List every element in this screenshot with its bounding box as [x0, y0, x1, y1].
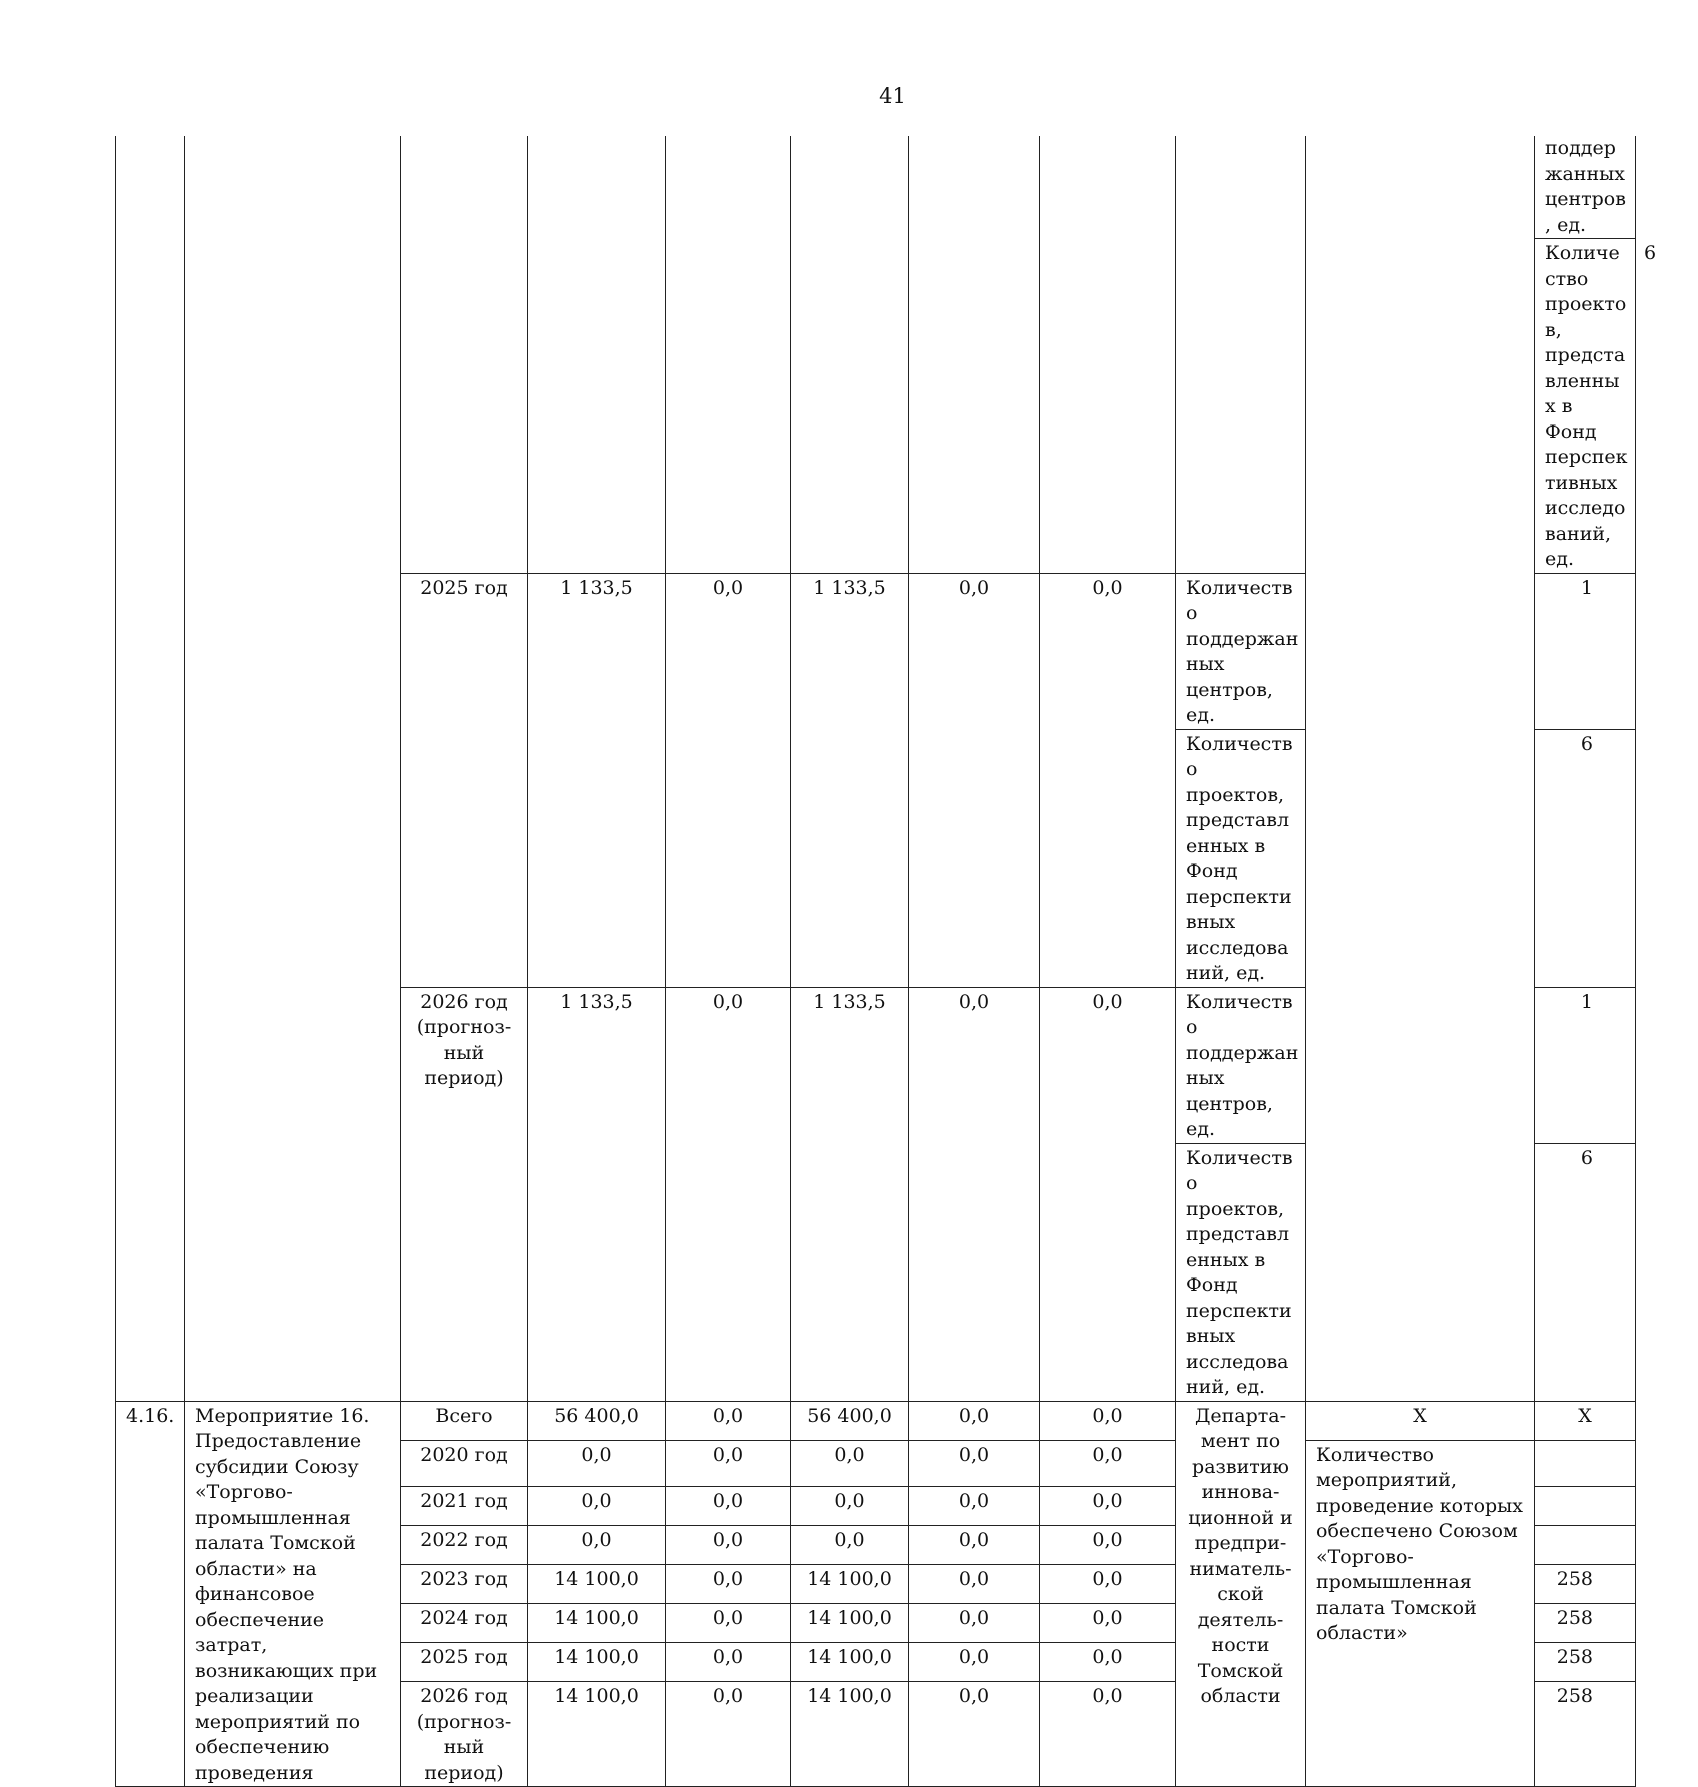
- value-cell: 14 100,0: [528, 1682, 666, 1787]
- value-cell: 0,0: [666, 1604, 791, 1643]
- value-cell: 0,0: [909, 573, 1040, 987]
- value-cell: 0,0: [1040, 1682, 1176, 1787]
- value-cell: 0,0: [909, 1440, 1040, 1487]
- value-cell: 0,0: [666, 1440, 791, 1487]
- value-cell: 1 133,5: [528, 987, 666, 1401]
- indicator-value: 6: [1535, 729, 1636, 987]
- value-cell: 56 400,0: [528, 1401, 666, 1440]
- period-cell: 2020 год: [401, 1440, 528, 1487]
- value-cell: 0,0: [528, 1440, 666, 1487]
- period-cell: 2024 год: [401, 1604, 528, 1643]
- indicator-label: Количество проектов, представленных в Фонд перспективных исследований, ед.: [1176, 1143, 1306, 1401]
- period-cell: 2026 год (прогноз-ный период): [401, 987, 528, 1401]
- cell-empty: [1176, 136, 1306, 573]
- value-cell: 14 100,0: [791, 1643, 909, 1682]
- indicator-label: Количество мероприятий, проведение которых обеспечено Союзом «Торгово-промышленная палата Томской области»: [1306, 1440, 1535, 1787]
- period-cell: 2023 год: [401, 1565, 528, 1604]
- executor-cell: Департа-мент по развитию иннова-ционной и предпри-ниматель-ской деятель-ности Томской области: [1176, 1401, 1306, 1787]
- value-cell: 14 100,0: [528, 1643, 666, 1682]
- value-cell: 0,0: [909, 987, 1040, 1401]
- indicator-value: 258: [1535, 1565, 1636, 1604]
- cell-empty: [666, 136, 791, 573]
- value-cell: 0,0: [909, 1682, 1040, 1787]
- cell-empty: [791, 136, 909, 573]
- period-cell: 2025 год: [401, 1643, 528, 1682]
- value-cell: 14 100,0: [791, 1682, 909, 1787]
- indicator-value: 1: [1535, 573, 1636, 729]
- value-cell: 1 133,5: [791, 987, 909, 1401]
- value-cell: 0,0: [909, 1526, 1040, 1565]
- measure-title: Мероприятие 16. Предоставление субсидии Союзу «Торгово-промышленная палата Томской области» на финансовое обеспечение затрат, возникающих при реализации мероприятий по обеспечению проведения: [185, 1401, 401, 1787]
- indicator-value: 258: [1535, 1643, 1636, 1682]
- value-cell: 0,0: [666, 1401, 791, 1440]
- indicator-label: Количество поддержанных центров, ед.: [1176, 573, 1306, 729]
- value-cell: 0,0: [666, 1526, 791, 1565]
- indicator-value: 258: [1535, 1682, 1636, 1787]
- indicator-label: Количество поддержанных центров, ед.: [1176, 987, 1306, 1143]
- cell-empty: [185, 136, 401, 1401]
- value-cell: 0,0: [666, 573, 791, 987]
- value-cell: 0,0: [1040, 1565, 1176, 1604]
- program-table: [115, 136, 1657, 1787]
- indicator-value: [1535, 1487, 1636, 1526]
- indicator-label: Количество проектов, представленных в Фонд перспективных исследований, ед.: [1535, 239, 1636, 574]
- value-cell: 0,0: [1040, 1643, 1176, 1682]
- value-cell: 0,0: [1040, 1487, 1176, 1526]
- measure-number: 4.16.: [116, 1401, 185, 1787]
- cell-empty: [116, 136, 185, 1401]
- value-cell: 0,0: [1040, 1604, 1176, 1643]
- value-cell: 1 133,5: [791, 573, 909, 987]
- value-cell: 14 100,0: [791, 1604, 909, 1643]
- cell-empty: [401, 136, 528, 573]
- value-cell: 0,0: [1040, 573, 1176, 987]
- value-cell: 0,0: [1040, 1401, 1176, 1440]
- value-cell: 0,0: [666, 1643, 791, 1682]
- value-cell: 0,0: [666, 1487, 791, 1526]
- value-cell: 0,0: [909, 1487, 1040, 1526]
- value-cell: 0,0: [528, 1526, 666, 1565]
- indicator-label: Х: [1306, 1401, 1535, 1440]
- value-cell: 1 133,5: [528, 573, 666, 987]
- value-cell: 0,0: [791, 1526, 909, 1565]
- table-row: Количество проектов, представленных в Фонд перспективных исследований, ед. 6: [116, 239, 1636, 574]
- value-cell: 0,0: [1040, 1526, 1176, 1565]
- indicator-value: [1535, 1440, 1636, 1487]
- value-cell: 0,0: [666, 1682, 791, 1787]
- cell-empty: [528, 136, 666, 573]
- period-cell: Всего: [401, 1401, 528, 1440]
- indicator-value: Х: [1535, 1401, 1636, 1440]
- value-cell: 14 100,0: [528, 1604, 666, 1643]
- value-cell: 56 400,0: [791, 1401, 909, 1440]
- value-cell: 14 100,0: [791, 1565, 909, 1604]
- page-number: 41: [879, 84, 906, 108]
- period-cell: 2022 год: [401, 1526, 528, 1565]
- indicator-value: [1535, 1526, 1636, 1565]
- value-cell: 0,0: [791, 1487, 909, 1526]
- value-cell: 0,0: [791, 1440, 909, 1487]
- value-cell: 0,0: [909, 1565, 1040, 1604]
- indicator-label: Количество проектов, представленных в Фонд перспективных исследований, ед.: [1176, 729, 1306, 987]
- cell-empty: [1040, 136, 1176, 573]
- value-cell: 0,0: [909, 1604, 1040, 1643]
- cell-empty: [1306, 136, 1535, 1401]
- value-cell: 0,0: [1040, 1440, 1176, 1487]
- value-cell: 0,0: [909, 1401, 1040, 1440]
- indicator-value: 1: [1535, 987, 1636, 1143]
- value-cell: 0,0: [1040, 987, 1176, 1401]
- cell-empty: [909, 136, 1040, 573]
- value-cell: 14 100,0: [528, 1565, 666, 1604]
- indicator-label: поддержанных центров, ед.: [1535, 136, 1636, 239]
- table-row: [116, 1401, 1636, 1440]
- indicator-value: 6: [1535, 1143, 1636, 1401]
- value-cell: 0,0: [909, 1643, 1040, 1682]
- period-cell: 2025 год: [401, 573, 528, 987]
- indicator-value: 258: [1535, 1604, 1636, 1643]
- period-cell: 2021 год: [401, 1487, 528, 1526]
- table-row: [116, 136, 1636, 239]
- period-cell: 2026 год (прогноз-ный период): [401, 1682, 528, 1787]
- value-cell: 0,0: [666, 987, 791, 1401]
- value-cell: 0,0: [528, 1487, 666, 1526]
- value-cell: 0,0: [666, 1565, 791, 1604]
